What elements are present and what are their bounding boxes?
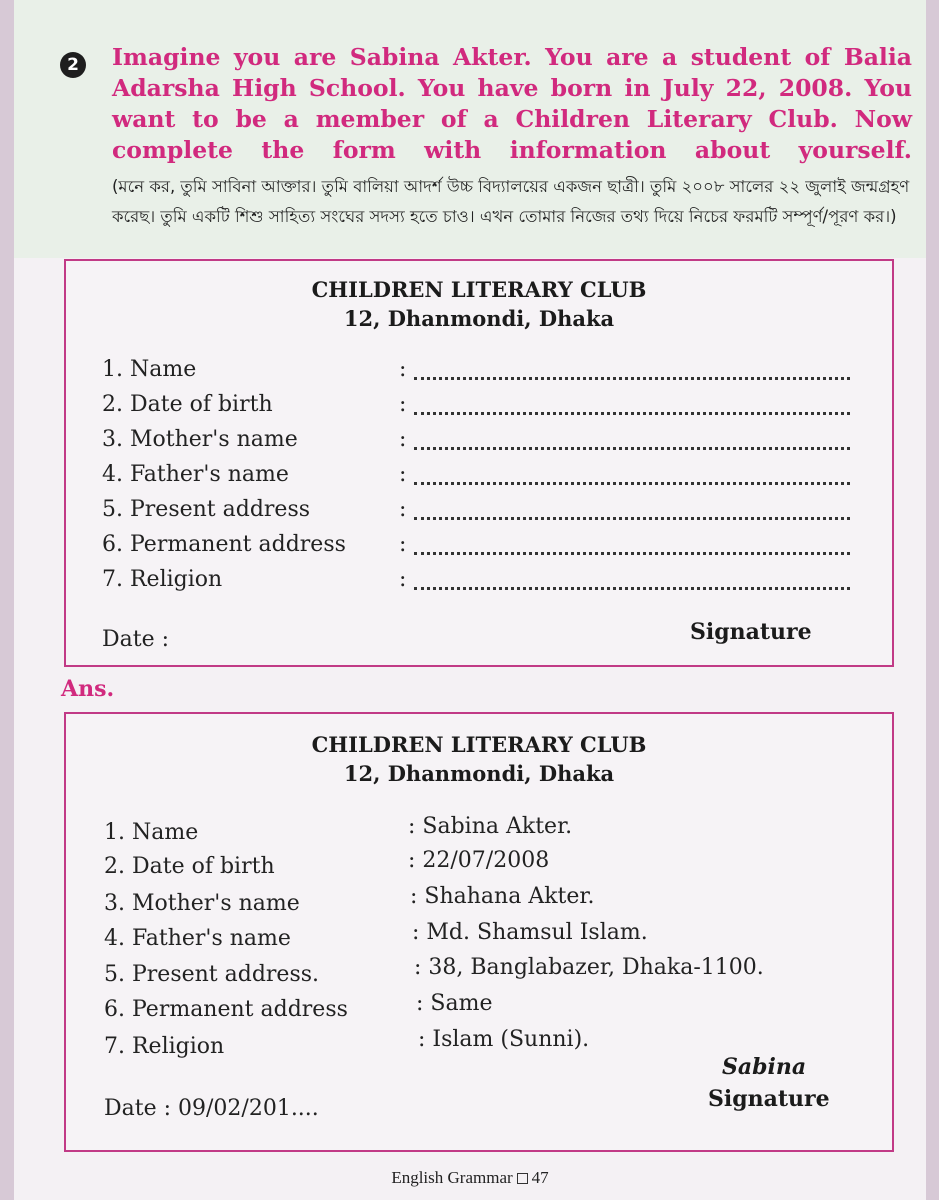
blank-field-label: 3. Mother's name	[102, 427, 298, 452]
question-bangla-translation: (মনে কর, তুমি সাবিনা আক্তার। তুমি বালিয়া আদর্শ উচ্চ বিদ্যালয়ের একজন ছাত্রী। তুমি ২০০৮ সালের ২২ জুলাই জন্মগ্রহণ করেছ। তুমি একটি শিশু সাহিত্য সংঘের সদস্য হতে চাও। এখন তোমার নিজের তথ্য দিয়ে নিচের ফরমটি সম্পূর্ণ/পূরণ কর।)	[112, 177, 910, 226]
blank-form-address: 12, Dhanmondi, Dhaka	[343, 306, 615, 331]
answer-field-value: : 22/07/2008	[408, 848, 550, 873]
square-bullet-icon	[517, 1173, 528, 1184]
blank-field-line[interactable]	[414, 517, 850, 520]
blank-field-colon: :	[399, 357, 407, 382]
blank-field-colon: :	[399, 462, 407, 487]
blank-field-label: 6. Permanent address	[102, 532, 346, 557]
blank-field-line[interactable]	[414, 552, 850, 555]
blank-field-line[interactable]	[414, 412, 850, 415]
blank-field-label: 1. Name	[102, 357, 197, 382]
answer-field-value: : Islam (Sunni).	[418, 1027, 590, 1052]
blank-field-colon: :	[399, 532, 407, 557]
blank-field-line[interactable]	[414, 482, 850, 485]
answer-field-value: : Shahana Akter.	[410, 884, 595, 909]
answer-field-value: : Md. Shamsul Islam.	[412, 920, 648, 945]
answer-field-label: 5. Present address.	[104, 962, 320, 987]
blank-field-line[interactable]	[414, 587, 850, 590]
answer-field-value: : 38, Banglabazer, Dhaka-1100.	[414, 955, 764, 980]
book-page	[14, 0, 926, 1200]
answer-label: Ans.	[61, 676, 115, 702]
answer-field-label: 3. Mother's name	[104, 891, 300, 916]
footer-book-title: English Grammar	[391, 1168, 513, 1187]
blank-form	[64, 259, 894, 667]
answer-field-label: 1. Name	[104, 820, 199, 845]
blank-field-label: 4. Father's name	[102, 462, 289, 487]
blank-field-colon: :	[399, 567, 407, 592]
question-text: Imagine you are Sabina Akter. You are a student of Balia Adarsha High School. You have born in July 22, 2008. You want to be a member of a Children Literary Club. Now complete the form with information about yourself.	[112, 43, 912, 164]
page-footer	[14, 1168, 926, 1188]
signed-name: Sabina	[722, 1054, 807, 1080]
answer-field-label: 6. Permanent address	[104, 997, 348, 1022]
question-number-badge: 2	[60, 52, 86, 78]
blank-date-label: Date :	[102, 627, 170, 652]
footer-page-number: 47	[531, 1168, 549, 1187]
blank-field-colon: :	[399, 392, 407, 417]
blank-signature-label: Signature	[690, 619, 812, 645]
answer-field-value: : Same	[416, 991, 493, 1016]
blank-field-line[interactable]	[414, 447, 850, 450]
answer-field-label: 4. Father's name	[104, 926, 291, 951]
answer-field-value: : Sabina Akter.	[408, 814, 573, 839]
blank-field-label: 5. Present address	[102, 497, 311, 522]
blank-field-colon: :	[399, 497, 407, 522]
blank-field-colon: :	[399, 427, 407, 452]
answer-field-label: 7. Religion	[104, 1034, 225, 1059]
blank-form-title: CHILDREN LITERARY CLUB	[311, 277, 647, 302]
answer-date: Date : 09/02/201....	[104, 1096, 319, 1121]
answer-form	[64, 712, 894, 1152]
blank-field-line[interactable]	[414, 377, 850, 380]
answer-signature-label: Signature	[708, 1086, 830, 1112]
answer-field-label: 2. Date of birth	[104, 854, 275, 879]
answer-form-title: CHILDREN LITERARY CLUB	[311, 732, 647, 757]
blank-field-label: 7. Religion	[102, 567, 223, 592]
answer-form-address: 12, Dhanmondi, Dhaka	[343, 761, 615, 786]
blank-field-label: 2. Date of birth	[102, 392, 273, 417]
